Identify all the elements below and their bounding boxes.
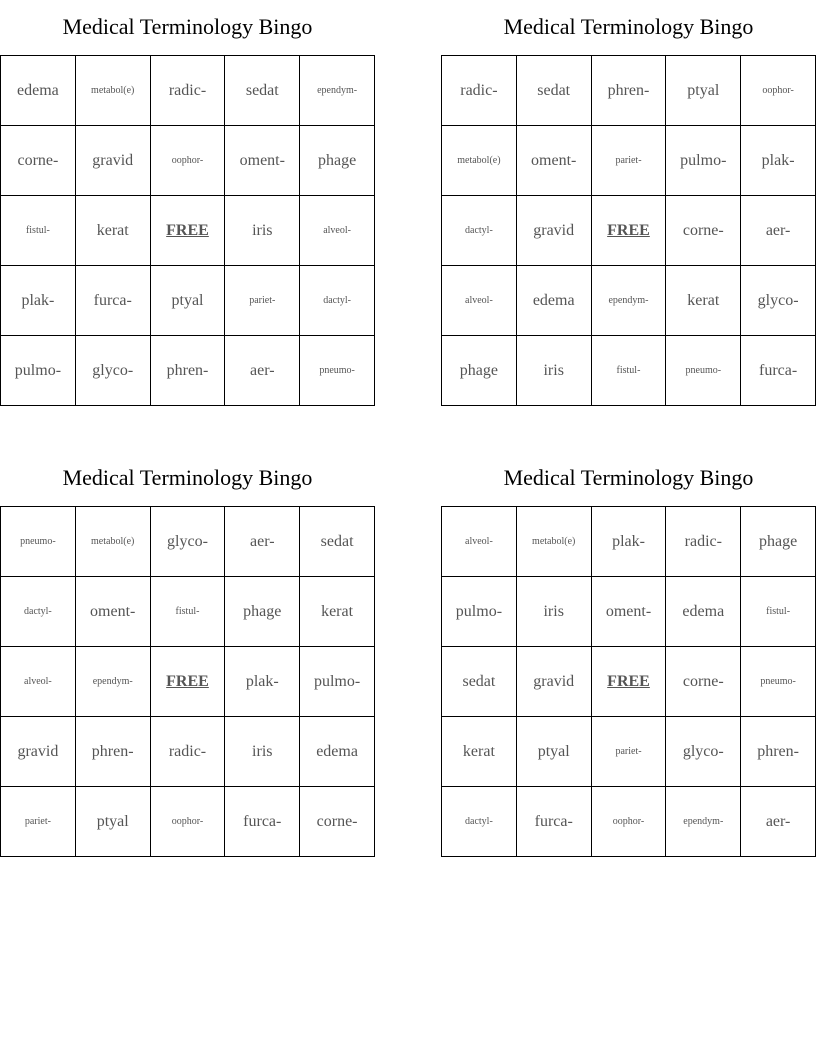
bingo-cell: iris (225, 717, 300, 787)
bingo-cell: furca- (225, 787, 300, 857)
bingo-cell: radic- (442, 56, 517, 126)
bingo-cell: phren- (150, 336, 225, 406)
bingo-cell: phage (300, 126, 375, 196)
grid-row (1, 266, 375, 336)
bingo-cell: plak- (591, 507, 666, 577)
grid-row (442, 336, 816, 406)
grid-row (1, 196, 375, 266)
bingo-cell: aer- (741, 196, 816, 266)
bingo-cell: metabol(e) (516, 507, 591, 577)
bingo-cell: metabol(e) (75, 507, 150, 577)
bingo-cell: kerat (300, 577, 375, 647)
bingo-cell: phage (741, 507, 816, 577)
free-space-cell: FREE (150, 196, 225, 266)
grid-row (1, 507, 375, 577)
bingo-cell: pariet- (1, 787, 76, 857)
bingo-cell: fistul- (1, 196, 76, 266)
grid-row (1, 336, 375, 406)
bingo-cell: oment- (591, 577, 666, 647)
card-title: Medical Terminology Bingo (503, 465, 754, 490)
bingo-cell: phren- (741, 717, 816, 787)
bingo-cell: corne- (300, 787, 375, 857)
card-title: Medical Terminology Bingo (62, 14, 313, 39)
bingo-cell: fistul- (591, 336, 666, 406)
bingo-cell: gravid (516, 647, 591, 717)
bingo-cell: glyco- (741, 266, 816, 336)
grid-row (442, 196, 816, 266)
bingo-cell: radic- (150, 56, 225, 126)
bingo-grid (0, 55, 375, 406)
bingo-cell: furca- (516, 787, 591, 857)
bingo-cell: glyco- (75, 336, 150, 406)
bingo-cell: alveol- (1, 647, 76, 717)
bingo-cell: dactyl- (442, 787, 517, 857)
bingo-cell: ptyal (150, 266, 225, 336)
bingo-cell: edema (300, 717, 375, 787)
bingo-cell: fistul- (741, 577, 816, 647)
bingo-cell: radic- (150, 717, 225, 787)
bingo-cell: gravid (516, 196, 591, 266)
card-title: Medical Terminology Bingo (62, 465, 313, 490)
bingo-cell: phage (442, 336, 517, 406)
grid-row (1, 126, 375, 196)
bingo-cell: glyco- (666, 717, 741, 787)
bingo-cell: pariet- (225, 266, 300, 336)
bingo-cell: alveol- (442, 507, 517, 577)
bingo-cell: pulmo- (666, 126, 741, 196)
bingo-cell: ependym- (591, 266, 666, 336)
grid-row (1, 56, 375, 126)
bingo-cell: plak- (1, 266, 76, 336)
free-space-cell: FREE (591, 647, 666, 717)
bingo-cell: oophor- (591, 787, 666, 857)
grid-row (1, 717, 375, 787)
bingo-cell: corne- (666, 647, 741, 717)
bingo-cell: plak- (225, 647, 300, 717)
bingo-cell: phage (225, 577, 300, 647)
bingo-cell: alveol- (442, 266, 517, 336)
bingo-cell: corne- (666, 196, 741, 266)
bingo-cell: dactyl- (1, 577, 76, 647)
bingo-cell: oment- (75, 577, 150, 647)
bingo-cell: edema (1, 56, 76, 126)
bingo-cell: ptyal (516, 717, 591, 787)
bingo-cell: dactyl- (442, 196, 517, 266)
bingo-cell: furca- (741, 336, 816, 406)
bingo-cell: oment- (516, 126, 591, 196)
bingo-cell: pneumo- (741, 647, 816, 717)
bingo-cell: kerat (666, 266, 741, 336)
bingo-cell: metabol(e) (75, 56, 150, 126)
bingo-cell: oophor- (150, 787, 225, 857)
bingo-cell: sedat (516, 56, 591, 126)
bingo-cell: gravid (75, 126, 150, 196)
bingo-cell: edema (516, 266, 591, 336)
bingo-grid (441, 506, 816, 857)
bingo-cell: ependym- (300, 56, 375, 126)
bingo-grid (0, 506, 375, 857)
grid-row (442, 577, 816, 647)
grid-row (442, 787, 816, 857)
bingo-cell: ependym- (75, 647, 150, 717)
grid-row (1, 787, 375, 857)
bingo-cell: pneumo- (300, 336, 375, 406)
bingo-cell: aer- (225, 507, 300, 577)
bingo-grid (441, 55, 816, 406)
grid-row (442, 126, 816, 196)
bingo-cell: pneumo- (666, 336, 741, 406)
bingo-cell: iris (516, 336, 591, 406)
grid-row (442, 717, 816, 787)
bingo-cell: furca- (75, 266, 150, 336)
grid-row (442, 266, 816, 336)
bingo-cell: metabol(e) (442, 126, 517, 196)
bingo-cell: edema (666, 577, 741, 647)
bingo-cell: dactyl- (300, 266, 375, 336)
bingo-cell: kerat (442, 717, 517, 787)
bingo-cell: oophor- (150, 126, 225, 196)
bingo-cell: pneumo- (1, 507, 76, 577)
bingo-cell: alveol- (300, 196, 375, 266)
bingo-cell: pariet- (591, 717, 666, 787)
bingo-cell: sedat (300, 507, 375, 577)
bingo-cell: plak- (741, 126, 816, 196)
grid-row (442, 56, 816, 126)
bingo-cell: iris (225, 196, 300, 266)
bingo-cell: pulmo- (1, 336, 76, 406)
free-space-cell: FREE (150, 647, 225, 717)
bingo-cell: kerat (75, 196, 150, 266)
grid-row (1, 647, 375, 717)
bingo-cell: sedat (225, 56, 300, 126)
bingo-cell: pariet- (591, 126, 666, 196)
grid-row (1, 577, 375, 647)
bingo-cell: corne- (1, 126, 76, 196)
bingo-cell: oment- (225, 126, 300, 196)
bingo-cell: glyco- (150, 507, 225, 577)
bingo-cell: sedat (442, 647, 517, 717)
free-space-cell: FREE (591, 196, 666, 266)
bingo-cell: ptyal (75, 787, 150, 857)
bingo-cell: phren- (591, 56, 666, 126)
bingo-cell: ptyal (666, 56, 741, 126)
bingo-cell: phren- (75, 717, 150, 787)
bingo-cell: pulmo- (442, 577, 517, 647)
bingo-cell: oophor- (741, 56, 816, 126)
bingo-cell: radic- (666, 507, 741, 577)
bingo-cell: iris (516, 577, 591, 647)
bingo-cell: aer- (741, 787, 816, 857)
grid-row (442, 507, 816, 577)
grid-row (442, 647, 816, 717)
bingo-cell: fistul- (150, 577, 225, 647)
bingo-cell: aer- (225, 336, 300, 406)
bingo-cell: gravid (1, 717, 76, 787)
bingo-cell: ependym- (666, 787, 741, 857)
bingo-cell: pulmo- (300, 647, 375, 717)
card-title: Medical Terminology Bingo (503, 14, 754, 39)
